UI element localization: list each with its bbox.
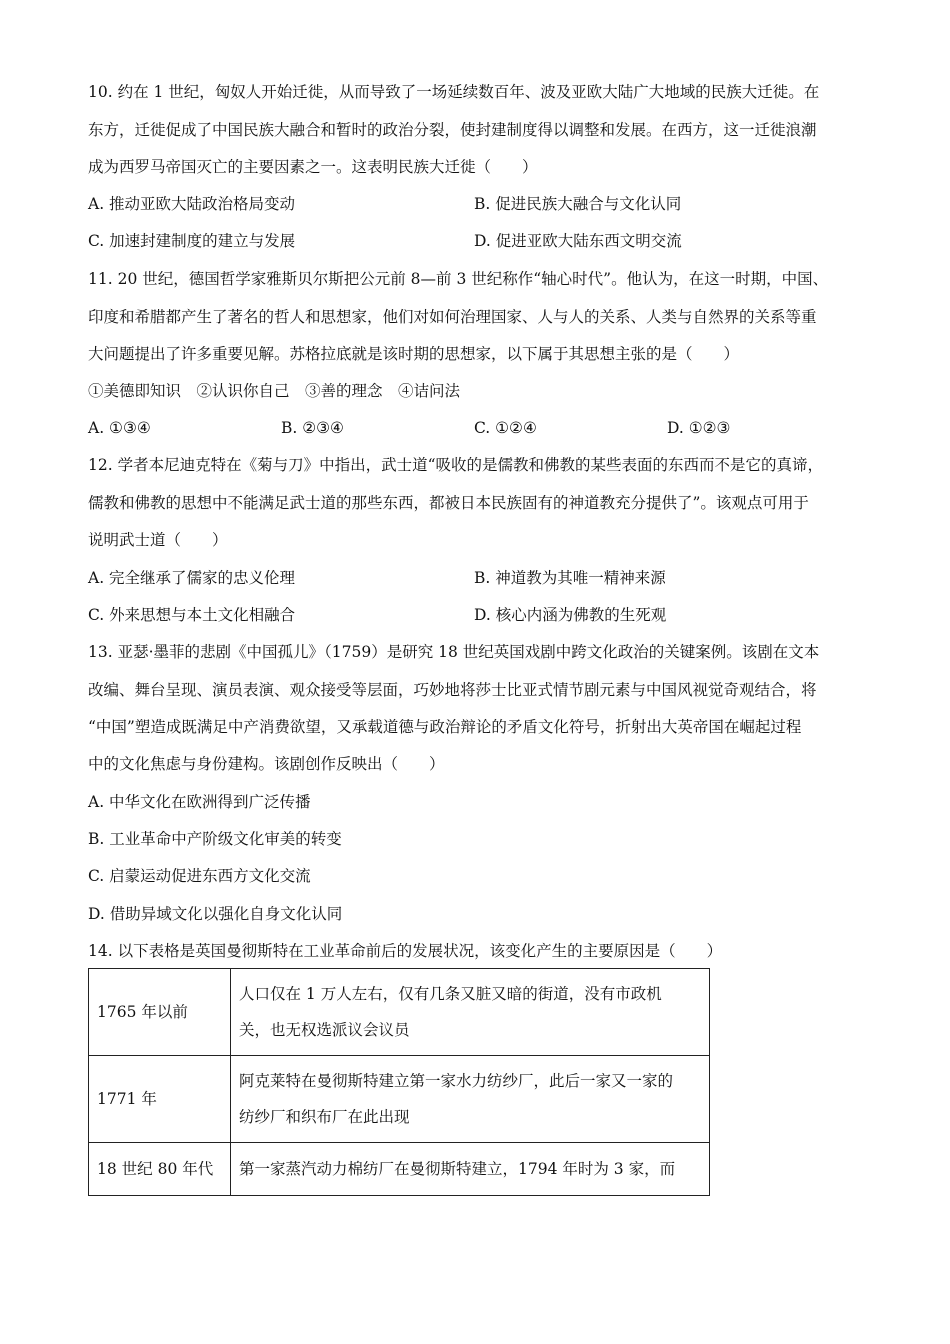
q11-option-b[interactable]: B. ②③④ [281, 419, 344, 437]
q14-stem: 14. 以下表格是英国曼彻斯特在工业革命前后的发展状况，该变化产生的主要原因是（ ） [88, 942, 723, 960]
q11-stem-line-3: 大问题提出了许多重要见解。苏格拉底就是该时期的思想家，以下属于其思想主张的是（ ） [88, 345, 740, 363]
q12-stem-line-2: 儒教和佛教的思想中不能满足武士道的那些东西，都被日本民族固有的神道教充分提供了”。该观点可用于 [88, 494, 809, 512]
table-description-line: 纺纱厂和织布厂在此出现 [239, 1108, 410, 1126]
table-row [89, 969, 710, 1056]
q10-option-c[interactable]: C. 加速封建制度的建立与发展 [88, 232, 296, 250]
q11-statements: ①美德即知识 ②认识你自己 ③善的理念 ④诘问法 [88, 382, 461, 400]
table-period-cell: 18 世纪 80 年代 [89, 1143, 231, 1196]
q13-option-d[interactable]: D. 借助异域文化以强化自身文化认同 [88, 905, 343, 923]
table-description-line: 第一家蒸汽动力棉纺厂在曼彻斯特建立，1794 年时为 3 家，而 [239, 1160, 676, 1178]
table-row [89, 1143, 710, 1196]
q12-option-b[interactable]: B. 神道教为其唯一精神来源 [474, 569, 666, 587]
q11-option-a[interactable]: A. ①③④ [88, 419, 151, 437]
q10-stem-line-1: 10. 约在 1 世纪，匈奴人开始迁徙，从而导致了一场延续数百年、波及亚欧大陆广大地域的民族大迁徙。在 [88, 83, 820, 101]
q12-option-d[interactable]: D. 核心内涵为佛教的生死观 [474, 606, 667, 624]
q11-option-d[interactable]: D. ①②③ [667, 419, 731, 437]
q10-stem-line-3: 成为西罗马帝国灭亡的主要因素之一。这表明民族大迁徙（ ） [88, 158, 538, 176]
table-description-cell [231, 1056, 710, 1143]
table-description-cell [231, 1143, 710, 1196]
q12-option-c[interactable]: C. 外来思想与本土文化相融合 [88, 606, 296, 624]
table-period-cell: 1765 年以前 [89, 969, 231, 1056]
q13-stem-line-1: 13. 亚瑟·墨菲的悲剧《中国孤儿》（1759）是研究 18 世纪英国戏剧中跨文化政治的关键案例。该剧在文本 [88, 643, 820, 661]
q13-stem-line-2: 改编、舞台呈现、演员表演、观众接受等层面，巧妙地将莎士比亚式情节剧元素与中国风视觉奇观结合，将 [88, 681, 817, 699]
q12-option-a[interactable]: A. 完全继承了儒家的忠义伦理 [88, 569, 296, 587]
q11-stem-line-1: 11. 20 世纪，德国哲学家雅斯贝尔斯把公元前 8—前 3 世纪称作“轴心时代”。他认为，在这一时期，中国、 [88, 270, 829, 288]
q12-stem-line-1: 12. 学者本尼迪克特在《菊与刀》中指出，武士道“吸收的是儒教和佛教的某些表面的东西而不是它的真谛， [88, 456, 824, 474]
table-description-line: 阿克莱特在曼彻斯特建立第一家水力纺纱厂，此后一家又一家的 [239, 1072, 674, 1090]
q13-stem-line-3: “中国”塑造成既满足中产消费欲望，又承载道德与政治辩论的矛盾文化符号，折射出大英帝国在崛起过程 [88, 718, 802, 736]
q13-option-c[interactable]: C. 启蒙运动促进东西方文化交流 [88, 867, 311, 885]
q13-stem-line-4: 中的文化焦虑与身份建构。该剧创作反映出（ ） [88, 755, 445, 773]
table-row [89, 1056, 710, 1143]
table-period-cell: 1771 年 [89, 1056, 231, 1143]
table-description-line: 关，也无权选派议会议员 [239, 1021, 410, 1039]
table-description-cell [231, 969, 710, 1056]
q10-stem-line-2: 东方，迁徙促成了中国民族大融合和暂时的政治分裂，使封建制度得以调整和发展。在西方，这一迁徙浪潮 [88, 121, 817, 139]
q10-option-d[interactable]: D. 促进亚欧大陆东西文明交流 [474, 232, 682, 250]
q14-table [88, 968, 710, 1196]
q10-option-a[interactable]: A. 推动亚欧大陆政治格局变动 [88, 195, 296, 213]
q11-option-c[interactable]: C. ①②④ [474, 419, 537, 437]
q13-option-b[interactable]: B. 工业革命中产阶级文化审美的转变 [88, 830, 342, 848]
q10-option-b[interactable]: B. 促进民族大融合与文化认同 [474, 195, 682, 213]
q11-stem-line-2: 印度和希腊都产生了著名的哲人和思想家，他们对如何治理国家、人与人的关系、人类与自然界的关系等重 [88, 308, 817, 326]
q12-stem-line-3: 说明武士道（ ） [88, 531, 228, 549]
table-description-line: 人口仅在 1 万人左右，仅有几条又脏又暗的街道，没有市政机 [239, 985, 662, 1003]
q13-option-a[interactable]: A. 中华文化在欧洲得到广泛传播 [88, 793, 311, 811]
